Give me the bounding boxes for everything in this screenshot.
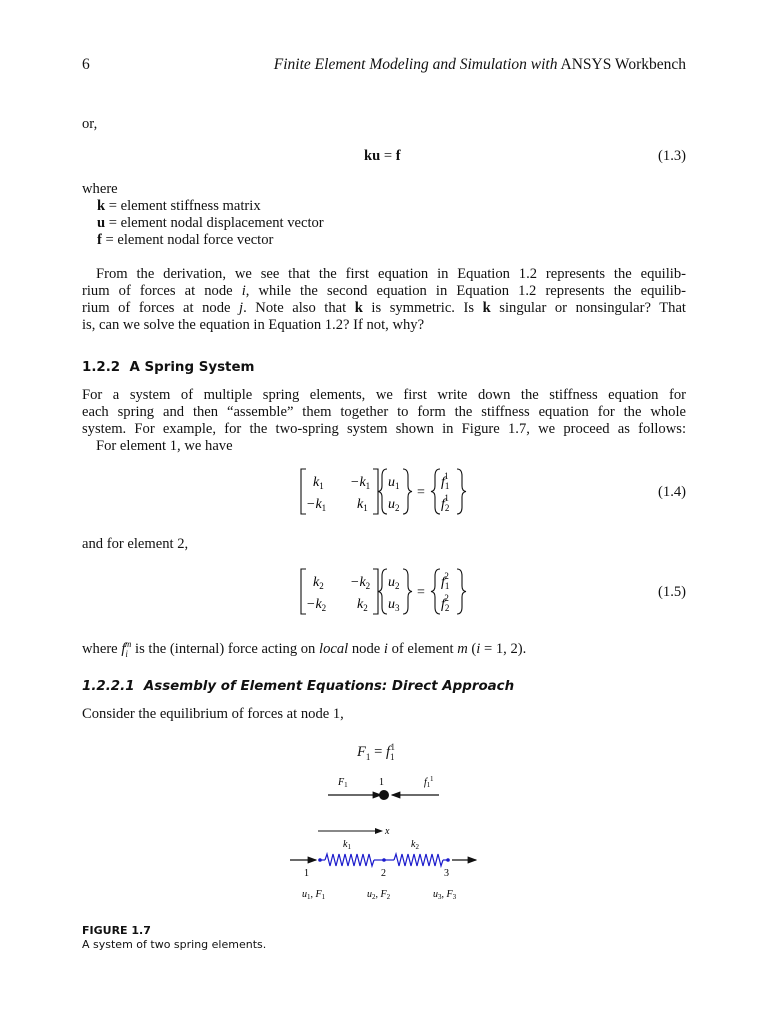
node1-eq: = [370,743,386,760]
def-f-text: = element nodal force vector [101,232,274,248]
def-u-text: = element nodal displacement vector [105,215,324,231]
section-title: A Spring System [129,360,255,375]
spring-k1-label: $k_1$ [343,839,351,851]
para2-line3: system. For example, for the two-spring system shown in Figure 1.7, we proceed as follows: [82,421,686,437]
equation-number-1-3: (1.3) [658,148,686,164]
w2-local: local [319,640,349,657]
def-k-text: = element stiffness matrix [105,198,261,214]
w2-i: i [383,640,388,657]
subsection-title: Assembly of Element Equations: Direct Approach [143,679,515,694]
para2-line1: For a system of multiple spring elements, we first write down the stiffness equation for [82,387,686,403]
def-f [97,232,273,249]
w2-c: node [348,640,384,657]
equation-1-5 [290,566,480,618]
section-number: 1.2.2 [82,360,121,375]
node-1-label: 1 [304,868,309,879]
para1-l2i: i [241,283,246,299]
figure-caption-text: A system of two spring elements. [82,938,267,951]
node-2-dot [382,858,386,862]
eq14-f1: $f_11$ [441,471,450,491]
eq15-f2: $f_22$ [441,593,450,613]
node-2-vars: $u_2$, $F_2$ [367,889,391,901]
node-3-dot [446,858,450,862]
def-u [97,215,324,232]
w2-a: where [82,640,122,657]
eq13-equals: = [380,148,396,164]
eq15-u2: $u_2$ [388,575,400,591]
def-f-sym: f [97,232,102,248]
where-label: where [82,181,118,197]
w2-m: m [457,640,468,657]
subsection-heading [82,679,514,694]
eq15-k22: $k_2$ [357,597,368,613]
para1-l2b: , while the second equation in Equation 1.2 represents the equilib- [245,283,686,299]
eq15-k21: $-k_2$ [306,597,327,613]
consider-text: Consider the equilibrium of forces at node 1, [82,706,344,722]
w2-end: = 1, 2). [480,640,527,657]
figure-caption-title: FIGURE 1.7 [82,924,151,937]
eq15-f1: $f_12$ [441,571,450,591]
def-k [97,198,261,215]
running-title-italic: Finite Element Modeling and Simulation with [273,56,558,73]
eq15-u3: $u_3$ [388,597,400,613]
eq14-k12: $-k_1$ [350,475,371,491]
spring-2 [384,854,448,866]
para1-l3a: rium of forces at node [82,300,240,316]
eq13-rhs: f [395,148,401,164]
eq15-k11: $k_2$ [313,575,324,591]
w2-b: is the (internal) force acting on [131,640,320,657]
eq14-u2: $u_2$ [388,497,400,513]
running-title-roman: ANSYS Workbench [560,56,686,73]
w2-e: ( [467,640,477,657]
para2-line2: each spring and then “assemble” them together to form the stiffness equation for the whole [82,404,686,420]
spring-k2-label: $k_2$ [411,839,419,851]
page-number: 6 [82,56,90,73]
para1-l3b: . Note also that [243,300,355,316]
fbd-F1: $F_1$ [338,777,348,789]
para1-line2 [82,283,686,300]
subsection-number: 1.2.2.1 [82,679,135,694]
node1-f-sup: 1 [390,742,396,752]
paragraph-derivation [82,266,686,334]
para1-l3k2: k [482,300,491,316]
eq15-k12: $-k_2$ [350,575,371,591]
node1-F: F [357,743,366,760]
eq13-lhs: ku [364,148,381,164]
x-axis-label: x [385,826,390,837]
para1-l3j: j [239,300,244,316]
para1-line4: is, can we solve the equation in Equation 1.2? If not, why? [82,317,425,333]
node1-f-sub: 1 [390,751,395,762]
node-3-vars: $u_3$, $F_3$ [433,889,457,901]
para1-l3c: is symmetric. Is [362,300,483,316]
equation-1-3 [364,148,401,165]
equation-1-4 [290,466,480,518]
w2-sup: m [124,639,132,649]
para2-line4: For element 1, we have [96,438,233,454]
where-fim-line [82,636,526,663]
eq14-equals: = [417,485,425,500]
eq14-k11: $k_1$ [313,475,324,491]
para1-l3k: k [354,300,363,316]
w2-d: of element [387,640,458,657]
node1-f: f [385,743,391,760]
figure-1-7 [280,770,490,905]
para1-l3d: singular or nonsingular? That [490,300,686,316]
or-text: or, [82,116,98,132]
equation-number-1-4: (1.4) [658,484,686,500]
equation-node1 [357,739,395,766]
w2-i2: i [476,640,481,657]
fbd-node-1 [379,790,389,800]
running-title [274,56,686,74]
eq15-equals: = [417,585,425,600]
and-for-element-2: and for element 2, [82,536,189,552]
fbd-node-label: 1 [379,777,384,788]
equation-number-1-5: (1.5) [658,584,686,600]
para1-l2a: rium of forces at node [82,283,242,299]
node-3-label: 3 [444,868,449,879]
def-k-sym: k [97,198,106,214]
node-1-dot [318,858,322,862]
w2-f: f [121,640,126,657]
node-2-label: 2 [381,868,386,879]
w2-sub: i [125,648,128,659]
node-1-vars: $u_1$, $F_1$ [302,889,326,901]
paragraph-spring-system [82,387,686,455]
spring-1 [320,854,384,866]
eq14-f2: $f_21$ [441,493,450,513]
para1-line1: From the derivation, we see that the first equation in Equation 1.2 represents the equilib- [96,266,686,282]
node1-F-sub: 1 [365,751,371,762]
fbd-f11: $f_1^1$ [424,775,434,789]
eq14-u1: $u_1$ [388,475,400,491]
def-u-sym: u [97,215,106,231]
para1-line3 [82,300,686,317]
eq14-k22: $k_1$ [357,497,368,513]
eq14-k21: $-k_1$ [306,497,327,513]
section-heading [82,360,254,375]
